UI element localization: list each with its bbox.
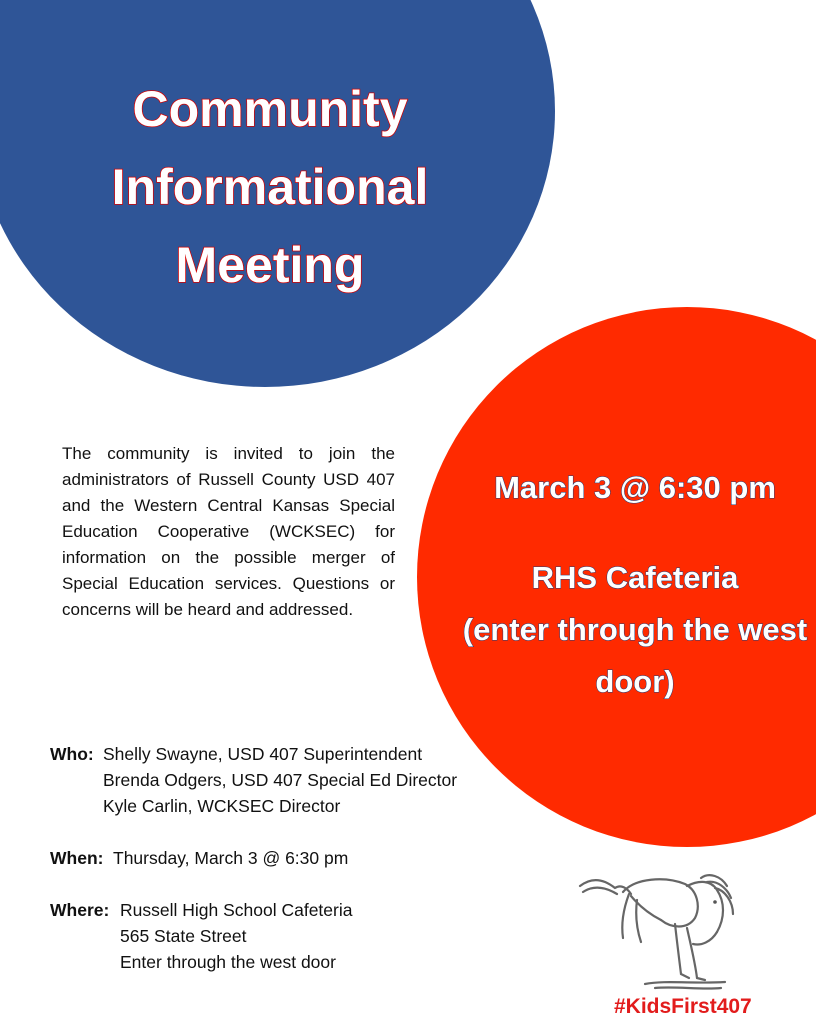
when-label: When: <box>50 848 104 868</box>
details-spacer <box>50 871 510 897</box>
where-label: Where: <box>50 900 110 920</box>
when-row <box>50 845 510 871</box>
details-spacer <box>50 819 510 845</box>
title-line-2: Informational <box>111 159 429 215</box>
where-line: Russell High School Cafeteria <box>120 900 353 920</box>
event-highlight <box>455 462 815 708</box>
where-line: 565 State Street <box>120 926 247 946</box>
where-list <box>120 897 352 975</box>
event-datetime: March 3 @ 6:30 pm <box>494 470 776 505</box>
who-list <box>103 741 457 819</box>
event-venue: RHS Cafeteria <box>531 560 739 595</box>
event-spacer <box>455 514 815 552</box>
where-row <box>50 897 510 975</box>
hashtag: #KidsFirst407 <box>614 995 752 1018</box>
when-value: Thursday, March 3 @ 6:30 pm <box>113 848 349 868</box>
who-row <box>50 741 510 819</box>
title-line-1: Community <box>132 81 408 137</box>
where-line: Enter through the west door <box>120 952 336 972</box>
page-title <box>40 70 500 304</box>
who-person: Shelly Swayne, USD 407 Superintendent <box>103 744 423 764</box>
who-person: Kyle Carlin, WCKSEC Director <box>103 796 341 816</box>
who-person: Brenda Odgers, USD 407 Special Ed Director <box>103 770 458 790</box>
meeting-details <box>50 741 510 975</box>
title-line-3: Meeting <box>175 237 365 293</box>
who-label: Who: <box>50 744 94 764</box>
invitation-paragraph: The community is invited to join the administrators of Russell County USD 407 and the Western Central Kansas Special Education Cooperative (WCKSEC) for information on the possible merger of Special Education services. Questions or concerns will be heard and addressed. <box>62 444 395 619</box>
bucking-horse-icon <box>575 858 750 993</box>
event-entry: (enter through the west door) <box>462 612 808 699</box>
